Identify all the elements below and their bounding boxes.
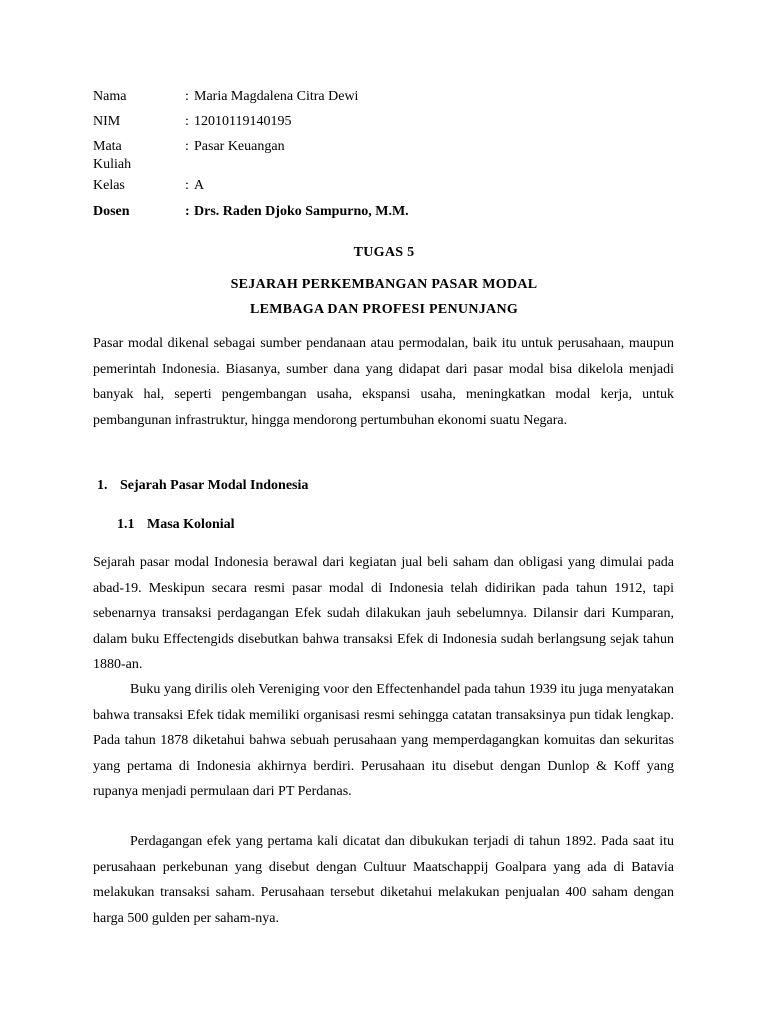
intro-paragraph: Pasar modal dikenal sebagai sumber pendanaan atau permodalan, baik itu untuk perusahaan, maupun pemerintah Indonesia. Biasanya, sumber dana yang didapat dari pasar modal bisa dikelola menjadi banyak hal, seperti pengembangan usaha, ekspansi usaha, meningkatkan modal kerja, untuk pembangunan infrastruktur, hingga mendorong pertumbuhan ekonomi suatu Negara. [93, 336, 674, 428]
document-title-line1: SEJARAH PERKEMBANGAN PASAR MODAL [230, 277, 538, 292]
subsection-number: 1.1 [117, 517, 135, 532]
body-paragraph: Sejarah pasar modal Indonesia berawal dari kegiatan jual beli saham dan obligasi yang dimulai pada abad-19. Meskipun secara resmi pasar modal di Indonesia telah didirikan pada tahun 1912, tapi sebenarnya transaksi perdagangan Efek sudah dilakukan jauh sebelumnya. Dilansir dari Kumparan, dalam buku Effectengids disebutkan bahwa transaksi Efek di Indonesia sudah berlangsung sejak tahun 1880-an. [93, 555, 674, 672]
meta-colon: : [185, 178, 189, 193]
meta-colon: : [185, 114, 189, 129]
subsection-title: Masa Kolonial [147, 517, 235, 532]
meta-value: Pasar Keuangan [194, 139, 285, 154]
meta-label: Kelas [93, 178, 125, 193]
meta-value: A [194, 178, 205, 193]
meta-colon: : [185, 139, 189, 154]
meta-label: Mata Kuliah [93, 139, 132, 172]
meta-colon: : [185, 89, 189, 104]
meta-label: Nama [93, 89, 127, 104]
meta-label: NIM [93, 114, 121, 129]
assignment-title: TUGAS 5 [353, 245, 415, 260]
body-paragraph: Perdagangan efek yang pertama kali dicatat dan dibukukan terjadi di tahun 1892. Pada saat itu perusahaan perkebunan yang disebut dengan Cultuur Maatschappij Goalpara yang ada di Batavia melakukan transaksi saham. Perusahaan tersebut diketahui melakukan penjualan 400 saham dengan harga 500 gulden per saham-nya. [93, 834, 674, 926]
meta-value: Drs. Raden Djoko Sampurno, M.M. [194, 204, 409, 219]
section-title: Sejarah Pasar Modal Indonesia [120, 478, 309, 493]
meta-label: Dosen [93, 204, 130, 219]
document-title-line2: LEMBAGA DAN PROFESI PENUNJANG [249, 302, 519, 317]
meta-value: Maria Magdalena Citra Dewi [194, 89, 359, 104]
section-number: 1. [97, 478, 108, 493]
meta-colon: : [185, 204, 190, 219]
meta-value: 12010119140195 [194, 114, 292, 129]
body-paragraph: Buku yang dirilis oleh Vereniging voor den Effectenhandel pada tahun 1939 itu juga menyatakan bahwa transaksi Efek tidak memiliki organisasi resmi sehingga catatan transaksinya pun tidak lengkap. Pada tahun 1878 diketahui bahwa sebuah perusahaan yang memperdagangkan komuitas dan sekuritas yang pertama di Indonesia akhirnya berdiri. Perusahaan itu disebut dengan Dunlop & Koff yang rupanya menjadi permulaan dari PT Perdanas. [93, 682, 674, 799]
